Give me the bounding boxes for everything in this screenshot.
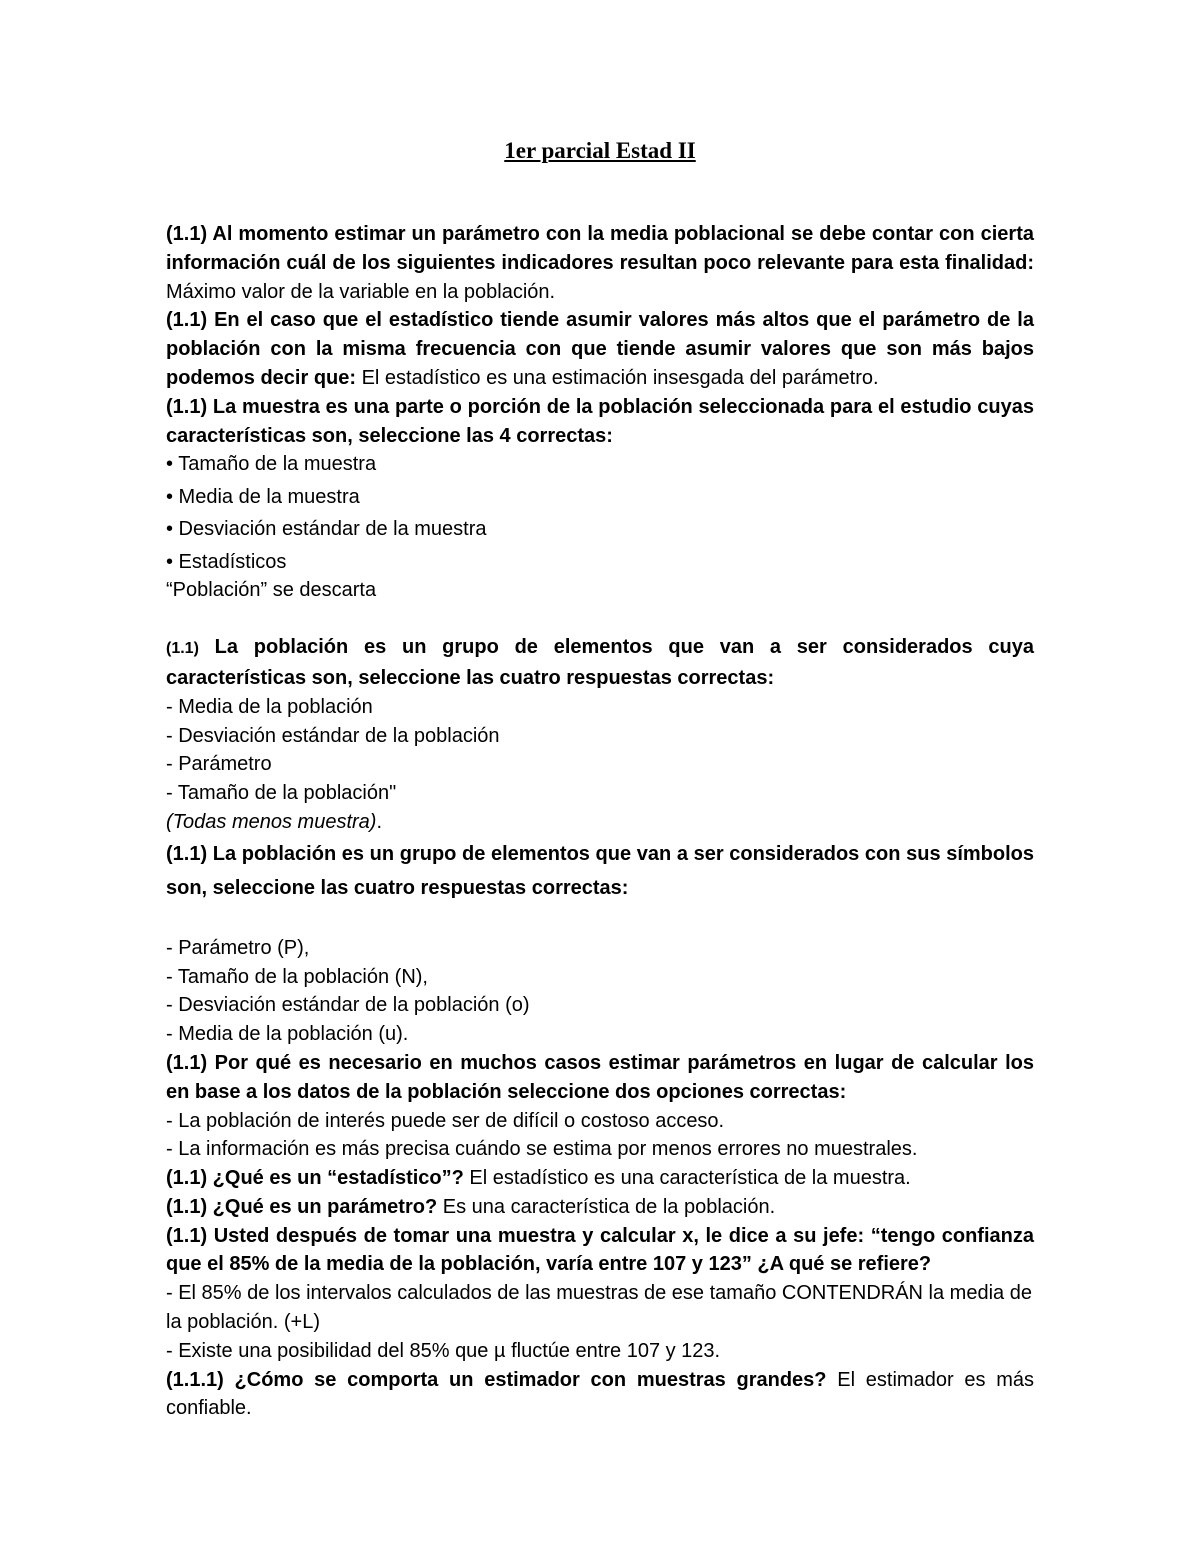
question-3-note: “Población” se descarta: [166, 579, 377, 602]
question-5-text: La población es un grupo de elementos que van a ser considerados con sus símbolos son, seleccione las cuatro respuestas correctas:: [166, 842, 1034, 899]
question-7-answer: El estadístico es una característica de la muestra.: [463, 1167, 911, 1190]
list-item: • Estadísticos: [166, 550, 287, 573]
question-1: [166, 220, 1034, 306]
question-3-prefix: (1.1): [166, 395, 208, 418]
list-item: - Parámetro (P),: [166, 936, 310, 959]
list-item: • Desviación estándar de la muestra: [166, 518, 487, 541]
question-10: [166, 1366, 1034, 1424]
question-2-prefix: (1.1): [166, 309, 208, 332]
question-2-answer: El estadístico es una estimación insesgada del parámetro.: [356, 366, 879, 389]
list-item: - La población de interés puede ser de difícil o costoso acceso.: [166, 1109, 725, 1132]
question-6-prefix: (1.1): [166, 1051, 208, 1074]
question-8-text: ¿Qué es un parámetro?: [207, 1195, 438, 1218]
question-4-note: [166, 808, 1034, 837]
question-10-answer: El estimador es más confiable.: [166, 1368, 1034, 1420]
question-4-text: La población es un grupo de elementos que van a ser considerados cuya características son, seleccione las cuatro respuestas correctas:: [166, 636, 1034, 689]
question-7-prefix: (1.1): [166, 1167, 208, 1190]
question-6-text: Por qué es necesario en muchos casos estimar parámetros en lugar de calcular los en base a los datos de la población seleccione dos opciones correctas:: [166, 1051, 1034, 1103]
list-item: - El 85% de los intervalos calculados de las muestras de ese tamaño CONTENDRÁN la media de la población. (+L): [166, 1282, 1032, 1334]
question-3-text: La muestra es una parte o porción de la población seleccionada para el estudio cuyas características son, seleccione las 4 correctas:: [166, 395, 1034, 447]
list-item: - Tamaño de la población (N),: [166, 965, 428, 988]
question-8-prefix: (1.1): [166, 1195, 208, 1218]
list-item: - Parámetro: [166, 753, 272, 776]
question-2-text: En el caso que el estadístico tiende asumir valores más altos que el parámetro de la población con la misma frecuencia con que tiende asumir valores que son más bajos podemos decir que:: [166, 309, 1034, 389]
question-1-text: Al momento estimar un parámetro con la media poblacional se debe contar con cierta información cuál de los siguientes indicadores resultan poco relevante para esta finalidad:: [166, 223, 1034, 274]
question-5: [166, 837, 1034, 905]
list-item: - Desviación estándar de la población: [166, 724, 500, 747]
question-6: [166, 1049, 1034, 1107]
question-4-prefix: (1.1): [166, 640, 199, 658]
list-item: - Tamaño de la población": [166, 782, 397, 805]
question-4-note-text: (Todas menos muestra): [166, 810, 377, 833]
question-4: [166, 633, 1034, 693]
list-item: - La información es más precisa cuándo se estima por menos errores no muestrales.: [166, 1138, 918, 1161]
list-item: - Media de la población: [166, 695, 373, 718]
question-4-note-end: .: [376, 810, 383, 833]
question-1-prefix: (1.1): [166, 223, 208, 245]
question-7: [166, 1164, 1034, 1193]
question-8-answer: Es una característica de la población.: [437, 1195, 776, 1218]
question-3: [166, 393, 1034, 451]
document-body: [166, 220, 1034, 1423]
list-item: - Media de la población (u).: [166, 1023, 409, 1046]
question-10-text: ¿Cómo se comporta un estimador con muestras grandes?: [223, 1368, 827, 1391]
question-5-prefix: (1.1): [166, 842, 208, 865]
question-1-answer: Máximo valor de la variable en la población.: [166, 280, 556, 303]
question-2: [166, 306, 1034, 392]
list-item: • Tamaño de la muestra: [166, 453, 377, 476]
question-9-prefix: (1.1): [166, 1224, 208, 1247]
question-9-text: Usted después de tomar una muestra y calcular x, le dice a su jefe: “tengo confianza que el 85% de la media de la población, varía entre 107 y 123” ¿A qué se refiere?: [166, 1224, 1034, 1276]
question-7-text: ¿Qué es un “estadístico”?: [207, 1167, 464, 1190]
list-item: • Media de la muestra: [166, 485, 360, 508]
list-item: - Desviación estándar de la población (o): [166, 994, 530, 1017]
document-title: 1er parcial Estad II: [504, 138, 696, 163]
question-9: [166, 1222, 1034, 1280]
list-item: - Existe una posibilidad del 85% que µ fluctúe entre 107 y 123.: [166, 1339, 721, 1362]
question-10-prefix: (1.1.1): [166, 1368, 224, 1391]
question-8: [166, 1193, 1034, 1222]
